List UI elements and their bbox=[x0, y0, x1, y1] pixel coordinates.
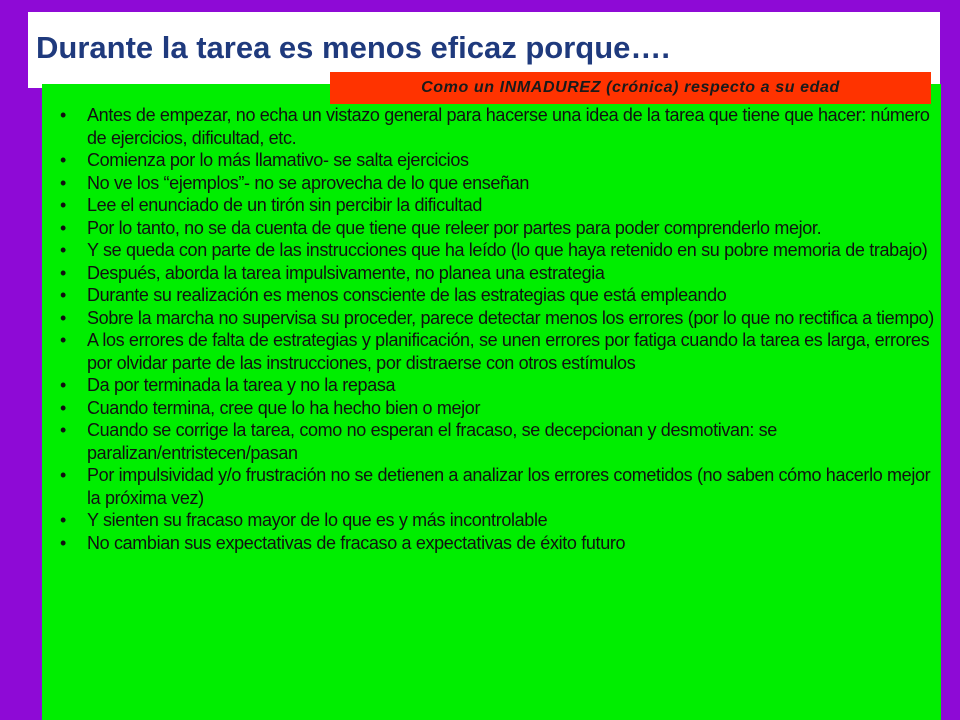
bullet-item bbox=[60, 532, 935, 555]
bullet-text: Lee el enunciado de un tirón sin percibir la dificultad bbox=[87, 195, 483, 215]
bullet-text: Da por terminada la tarea y no la repasa bbox=[87, 375, 396, 395]
bullet-item bbox=[60, 104, 935, 149]
bullet-marker: • bbox=[60, 510, 67, 530]
subtitle-text: Como un INMADUREZ (crónica) respecto a su edad bbox=[421, 79, 840, 96]
bullet-text: Y sienten su fracaso mayor de lo que es y más incontrolable bbox=[87, 510, 548, 530]
bullet-text: Cuando termina, cree que lo ha hecho bien o mejor bbox=[87, 397, 481, 418]
bullet-text: Durante su realización es menos consciente de las estrategias que está empleando bbox=[87, 285, 727, 305]
bullet-item bbox=[60, 464, 935, 509]
bullet-item bbox=[60, 419, 935, 464]
bullet-text: No cambian sus expectativas de fracaso a expectativas de éxito futuro bbox=[87, 532, 626, 553]
subtitle-banner bbox=[330, 72, 931, 104]
bullet-marker: • bbox=[60, 262, 67, 283]
bullet-marker: • bbox=[60, 150, 67, 170]
bullet-marker: • bbox=[60, 172, 67, 193]
bullet-item bbox=[60, 149, 935, 172]
bullet-item bbox=[60, 172, 935, 195]
bullet-marker: • bbox=[60, 307, 67, 328]
bullet-text: A los errores de falta de estrategias y planificación, se unen errores por fatiga cuando la tarea es larga, errores por olvidar parte de las instrucciones, por distraerse con otros estímulos bbox=[87, 330, 930, 373]
bullet-list bbox=[60, 104, 935, 554]
bullet-marker: • bbox=[60, 195, 67, 215]
bullet-marker: • bbox=[60, 397, 67, 418]
bullet-item bbox=[60, 397, 935, 420]
bullet-marker: • bbox=[60, 105, 67, 125]
bullet-item bbox=[60, 284, 935, 307]
bullet-item bbox=[60, 217, 935, 240]
bullet-text: Cuando se corrige la tarea, como no esperan el fracaso, se decepcionan y desmotivan: se paralizan/entristecen/pasan bbox=[87, 420, 777, 463]
content-box bbox=[42, 84, 941, 720]
bullet-item bbox=[60, 239, 935, 262]
bullet-text: Por lo tanto, no se da cuenta de que tiene que releer por partes para poder comprenderlo mejor. bbox=[87, 217, 822, 238]
bullet-text: Antes de empezar, no echa un vistazo general para hacerse una idea de la tarea que tiene que hacer: número de ejercicios, dificultad, etc. bbox=[87, 105, 930, 148]
bullet-item bbox=[60, 509, 935, 532]
bullet-text: Sobre la marcha no supervisa su proceder, parece detectar menos los errores (por lo que no rectifica a tiempo) bbox=[87, 307, 934, 328]
bullet-marker: • bbox=[60, 330, 67, 350]
bullet-item bbox=[60, 262, 935, 285]
bullet-text: Después, aborda la tarea impulsivamente, no planea una estrategia bbox=[87, 262, 605, 283]
slide-title: Durante la tarea es menos eficaz porque…. bbox=[36, 30, 670, 65]
bullet-text: No ve los “ejemplos”- no se aprovecha de lo que enseñan bbox=[87, 172, 530, 193]
bullet-marker: • bbox=[60, 217, 67, 238]
bullet-item bbox=[60, 374, 935, 397]
bullet-text: Por impulsividad y/o frustración no se detienen a analizar los errores cometidos (no saben cómo hacerlo mejor la próxima vez) bbox=[87, 465, 931, 508]
bullet-marker: • bbox=[60, 375, 67, 395]
bullet-marker: • bbox=[60, 420, 67, 440]
bullet-text: Y se queda con parte de las instrucciones que ha leído (lo que haya retenido en su pobre memoria de trabajo) bbox=[87, 240, 928, 260]
bullet-item bbox=[60, 194, 935, 217]
bullet-marker: • bbox=[60, 285, 67, 305]
bullet-item bbox=[60, 307, 935, 330]
bullet-marker: • bbox=[60, 465, 67, 485]
bullet-marker: • bbox=[60, 240, 67, 260]
bullet-marker: • bbox=[60, 532, 67, 553]
bullet-text: Comienza por lo más llamativo- se salta ejercicios bbox=[87, 150, 469, 170]
bullet-item bbox=[60, 329, 935, 374]
